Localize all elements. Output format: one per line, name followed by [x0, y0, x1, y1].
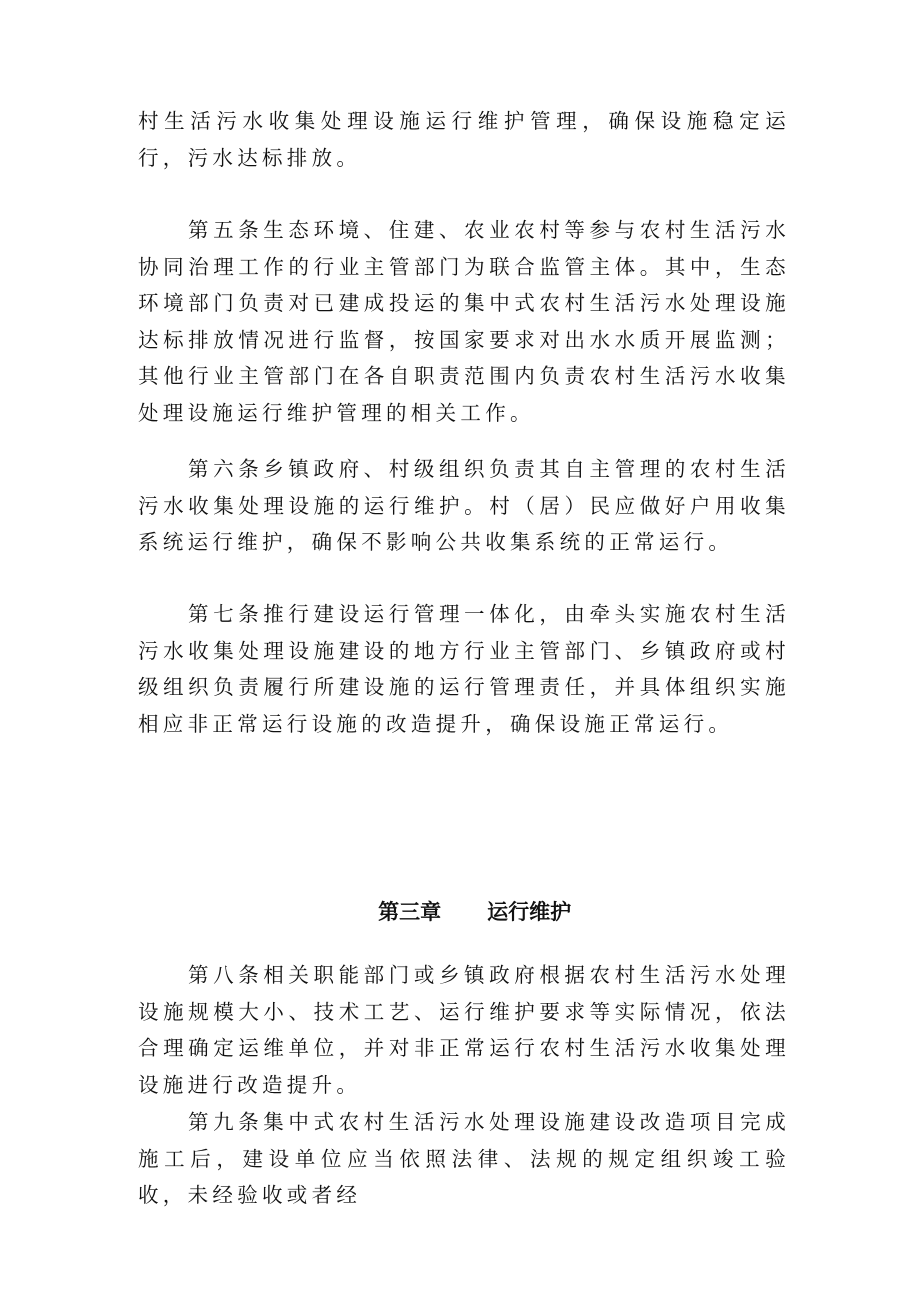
article-6-paragraph: 第六条乡镇政府、村级组织负责其自主管理的农村生活污水收集处理设施的运行维护。村（居）民应做好户用收集系统运行维护，确保不影响公共收集系统的正常运行。 — [138, 457, 790, 555]
paragraph-continuation: 村生活污水收集处理设施运行维护管理，确保设施稳定运行，污水达标排放。 — [138, 109, 790, 170]
article-8-paragraph: 第八条相关职能部门或乡镇政府根据农村生活污水处理设施规模大小、技术工艺、运行维护要求等实际情况，依法合理确定运维单位，并对非正常运行农村生活污水收集处理设施进行改造提升。 — [138, 963, 790, 1097]
article-5-paragraph: 第五条生态环境、住建、农业农村等参与农村生活污水协同治理工作的行业主管部门为联合监管主体。其中，生态环境部门负责对已建成投运的集中式农村生活污水处理设施达标排放情况进行监督，按国家要求对出水水质开展监测；其他行业主管部门在各自职责范围内负责农村生活污水收集处理设施运行维护管理的相关工作。 — [138, 218, 790, 425]
chapter-heading — [0, 872, 920, 950]
article-9-paragraph: 第九条集中式农村生活污水处理设施建设改造项目完成施工后，建设单位应当依照法律、法规的规定组织竣工验收，未经验收或者经 — [138, 1110, 790, 1208]
chapter-number: 第三章 — [378, 900, 442, 924]
chapter-title: 运行维护 — [487, 900, 572, 924]
article-7-paragraph: 第七条推行建设运行管理一体化，由牵头实施农村生活污水收集处理设施建设的地方行业主管部门、乡镇政府或村级组织负责履行所建设施的运行管理责任，并具体组织实施相应非正常运行设施的改造提升，确保设施正常运行。 — [138, 602, 790, 736]
